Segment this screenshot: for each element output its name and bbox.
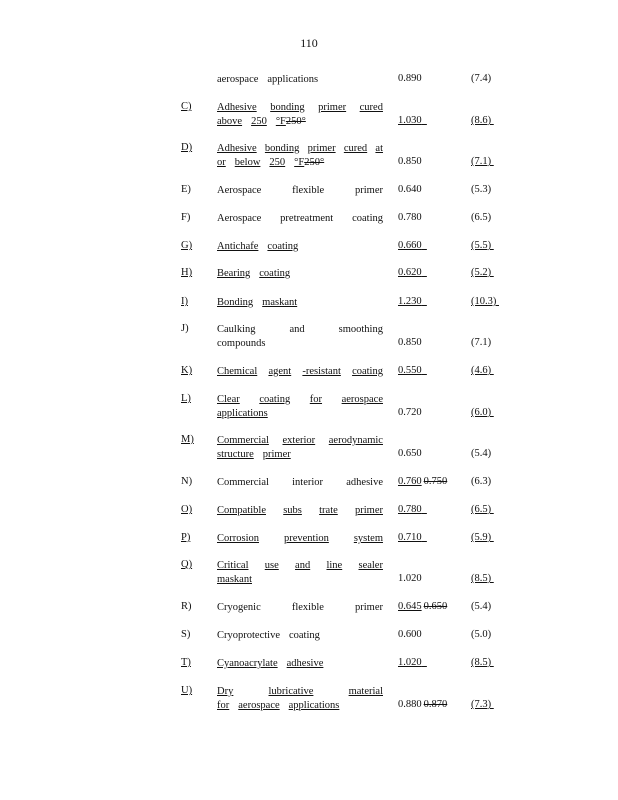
- item-letter: U): [181, 685, 193, 696]
- description-line: Cyanoacrylate adhesive: [217, 658, 324, 669]
- description-line: Adhesive bonding primer cured at: [217, 143, 383, 154]
- item-description: [217, 629, 383, 643]
- item-letter: L): [181, 393, 191, 404]
- description-line: above 250 °F 250°: [217, 116, 306, 127]
- item-description: [217, 685, 383, 713]
- description-line: structure primer: [217, 449, 291, 460]
- voc-value-g-l: (6.5): [471, 212, 492, 223]
- item-letter: H): [181, 267, 193, 278]
- voc-value-lb-gal: 0.710: [398, 532, 422, 543]
- struck-value: 0.870: [423, 699, 448, 710]
- description-line: aerospace applications: [217, 74, 319, 85]
- struck-value: 0.650: [423, 601, 448, 612]
- voc-value-lb-gal: 0.550: [398, 365, 422, 376]
- item-letter: I): [181, 296, 188, 307]
- struck-value: 0.750: [423, 476, 448, 487]
- voc-value-g-l: (8.6): [471, 115, 494, 126]
- voc-value-lb-gal: 0.780: [398, 212, 422, 223]
- description-line: for aerospace applications: [217, 700, 340, 711]
- voc-value-lb-gal: 0.720: [398, 407, 422, 418]
- voc-value-lb-gal: 1.230: [398, 296, 422, 307]
- voc-value-g-l: (6.3): [471, 476, 492, 487]
- description-line: Caulking and smoothing: [217, 324, 383, 335]
- description-line: Aerospace pretreatment coating: [217, 213, 383, 224]
- voc-value-lb-gal: 0.850: [398, 156, 422, 167]
- item-description: [217, 296, 383, 310]
- item-letter: C): [181, 101, 192, 112]
- description-line: Adhesive bonding primer cured: [217, 102, 383, 113]
- voc-value-g-l: (5.9): [471, 532, 494, 543]
- item-description: [217, 323, 383, 351]
- item-description: [217, 73, 383, 87]
- item-description: [217, 476, 383, 490]
- description-line: Corrosion prevention system: [217, 533, 383, 544]
- voc-value-lb-gal: 0.780: [398, 504, 422, 515]
- description-line: Antichafe coating: [217, 241, 299, 252]
- voc-value-lb-gal: 0.645 0.650: [398, 601, 448, 612]
- voc-value-g-l: (5.4): [471, 448, 492, 459]
- item-letter: J): [181, 323, 189, 334]
- item-description: [217, 601, 383, 615]
- item-description: [217, 532, 383, 546]
- item-description: [217, 240, 383, 254]
- item-description: [217, 101, 383, 129]
- voc-value-lb-gal: 0.890: [398, 73, 422, 84]
- description-line: Clear coating for aerospace: [217, 394, 383, 405]
- voc-value-lb-gal: 0.640: [398, 184, 422, 195]
- voc-value-g-l: (7.4): [471, 73, 492, 84]
- item-description: [217, 393, 383, 421]
- voc-value-lb-gal: 0.620: [398, 267, 422, 278]
- item-letter: M): [181, 434, 194, 445]
- struck-text: 250°: [304, 157, 325, 168]
- description-line: Critical use and line sealer: [217, 560, 383, 571]
- item-letter: D): [181, 142, 193, 153]
- voc-value-g-l: (7.1): [471, 156, 494, 167]
- voc-value-g-l: (7.3): [471, 699, 494, 710]
- item-description: [217, 267, 383, 281]
- item-description: [217, 184, 383, 198]
- item-letter: P): [181, 532, 191, 543]
- voc-value-g-l: (5.4): [471, 601, 492, 612]
- voc-value-lb-gal: 0.760 0.750: [398, 476, 448, 487]
- voc-value-g-l: (4.6): [471, 365, 494, 376]
- item-letter: F): [181, 212, 191, 223]
- description-line: Aerospace flexible primer: [217, 185, 383, 196]
- item-letter: N): [181, 476, 193, 487]
- voc-value-g-l: (5.5): [471, 240, 494, 251]
- description-line: Cryogenic flexible primer: [217, 602, 383, 613]
- voc-value-lb-gal: 0.850: [398, 337, 422, 348]
- voc-value-g-l: (10.3): [471, 296, 499, 307]
- description-line: Bearing coating: [217, 268, 291, 279]
- item-letter: R): [181, 601, 192, 612]
- voc-value-g-l: (8.5): [471, 573, 494, 584]
- description-line: Compatible subs trate primer: [217, 505, 383, 516]
- description-line: Cryoprotective coating: [217, 630, 320, 641]
- page-number: 110: [300, 36, 318, 50]
- description-line: Commercial interior adhesive: [217, 477, 383, 488]
- voc-value-lb-gal: 0.660: [398, 240, 422, 251]
- item-description: [217, 434, 383, 462]
- description-line: compounds: [217, 338, 266, 349]
- voc-value-lb-gal: 1.020: [398, 657, 422, 668]
- item-letter: S): [181, 629, 191, 640]
- item-letter: E): [181, 184, 191, 195]
- voc-value-g-l: (5.2): [471, 267, 494, 278]
- item-description: [217, 504, 383, 518]
- item-description: [217, 657, 383, 671]
- item-letter: Q): [181, 559, 193, 570]
- voc-value-g-l: (6.0): [471, 407, 494, 418]
- voc-value-g-l: (5.3): [471, 184, 492, 195]
- item-letter: G): [181, 240, 193, 251]
- voc-value-lb-gal: 0.650: [398, 448, 422, 459]
- voc-value-lb-gal: 0.880 0.870: [398, 699, 448, 710]
- item-letter: K): [181, 365, 193, 376]
- item-description: [217, 142, 383, 170]
- description-line: Chemical agent -resistant coating: [217, 366, 383, 377]
- item-letter: T): [181, 657, 191, 668]
- voc-value-g-l: (7.1): [471, 337, 492, 348]
- item-description: [217, 212, 383, 226]
- voc-value-g-l: (8.5): [471, 657, 494, 668]
- description-line: or below 250 °F 250°: [217, 157, 325, 168]
- item-description: [217, 365, 383, 379]
- description-line: Bonding maskant: [217, 297, 298, 308]
- description-line: maskant: [217, 574, 252, 585]
- item-description: [217, 559, 383, 587]
- description-line: Commercial exterior aerodynamic: [217, 435, 383, 446]
- voc-value-g-l: (6.5): [471, 504, 494, 515]
- voc-value-lb-gal: 0.600: [398, 629, 422, 640]
- description-line: applications: [217, 408, 268, 419]
- struck-text: 250°: [285, 116, 306, 127]
- voc-value-lb-gal: 1.020: [398, 573, 422, 584]
- voc-value-g-l: (5.0): [471, 629, 492, 640]
- description-line: Dry lubricative material: [217, 686, 383, 697]
- voc-value-lb-gal: 1.030: [398, 115, 422, 126]
- item-letter: O): [181, 504, 193, 515]
